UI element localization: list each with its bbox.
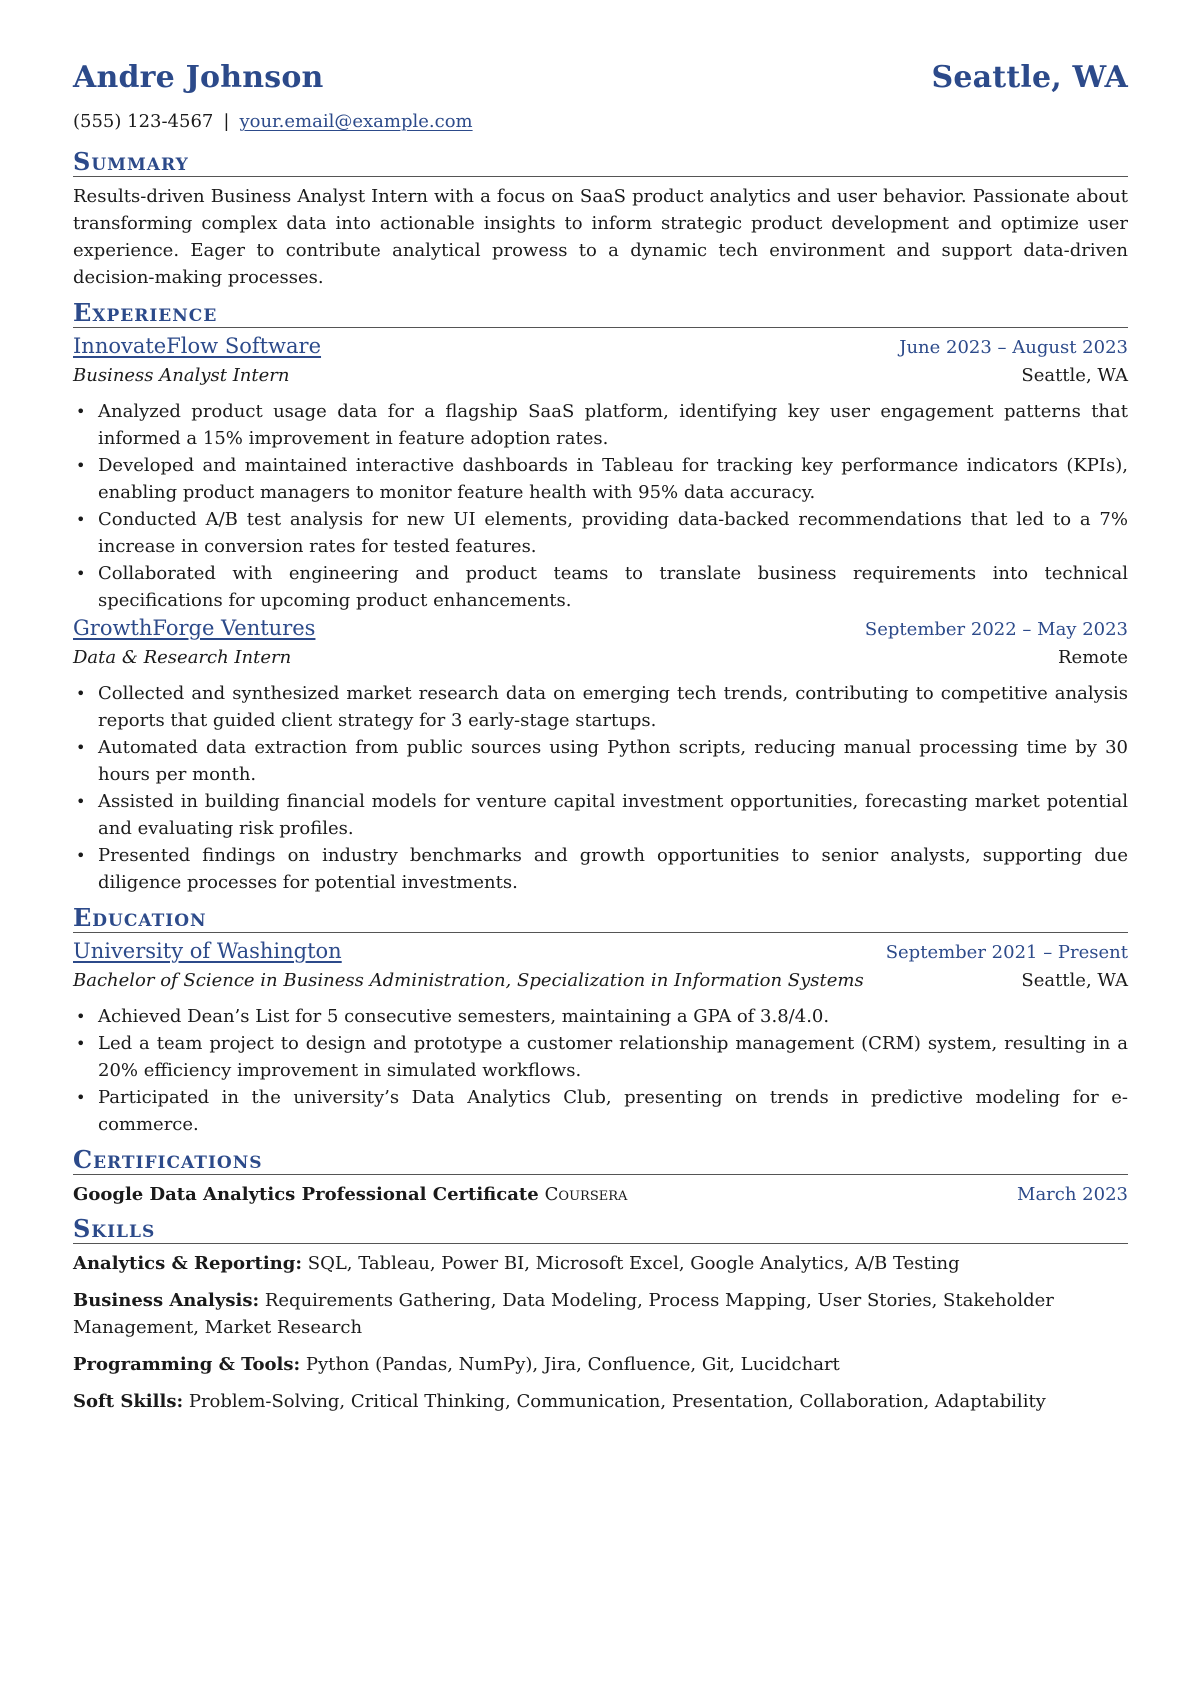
candidate-location: Seattle, WA [931, 60, 1128, 95]
skill-items: Requirements Gathering, Data Modeling, Process Mapping, User Stories, Stakeholder Management, Market Research [73, 1290, 1054, 1338]
list-item: • Led a team project to design and prototype a customer relationship management (CRM) system, resulting in a 20% efficiency improvement in simulated workflows. [98, 1030, 1128, 1084]
list-item: • Developed and maintained interactive dashboards in Tableau for tracking key performance indicators (KPIs), enabling product managers to monitor feature health with 95% data accuracy. [98, 452, 1128, 506]
list-item: • Conducted A/B test analysis for new UI elements, providing data-backed recommendations that led to a 7% increase in conversion rates for tested features. [98, 506, 1128, 560]
list-item: • Automated data extraction from public sources using Python scripts, reducing manual processing time by 30 hours per month. [98, 734, 1128, 788]
bullet-list [73, 680, 1128, 896]
entry-dates: June 2023 – August 2023 [899, 337, 1128, 358]
job-title: Data & Research Intern [73, 647, 292, 668]
bullet-list [73, 1003, 1128, 1138]
summary-heading: Summary [73, 148, 1128, 177]
contact-separator: | [223, 111, 230, 132]
certificate-issuer: Coursera [544, 1184, 628, 1205]
list-item: • Achieved Dean’s List for 5 consecutive semesters, maintaining a GPA of 3.8/4.0. [98, 1003, 1128, 1030]
job-location: Seattle, WA [1021, 365, 1128, 386]
certification-row [73, 1181, 1128, 1209]
experience-entry [73, 332, 1128, 614]
experience-heading: Experience [73, 299, 1128, 328]
skill-category: Programming & Tools: [73, 1354, 301, 1375]
list-item: • Assisted in building financial models for venture capital investment opportunities, forecasting market potential and evaluating risk profiles. [98, 788, 1128, 842]
contact-line [73, 108, 1128, 136]
bullet-list [73, 398, 1128, 614]
list-item: • Collected and synthesized market research data on emerging tech trends, contributing to competitive analysis reports that guided client strategy for 3 early-stage startups. [98, 680, 1128, 734]
degree-title: Bachelor of Science in Business Administration, Specialization in Information Systems [73, 970, 864, 991]
candidate-name: Andre Johnson [73, 60, 324, 95]
skill-row [73, 1388, 1128, 1415]
company-name[interactable]: InnovateFlow Software [73, 334, 322, 358]
resume-page [73, 60, 1128, 1415]
summary-text: Results-driven Business Analyst Intern with a focus on SaaS product analytics and user behavior. Passionate about transforming complex data into actionable insights to inform strategic product development and optimize user experience. Eager to contribute analytical prowess to a dynamic tech environment and support data-driven decision-making processes. [73, 186, 1128, 288]
education-entry [73, 937, 1128, 1138]
list-item: • Collaborated with engineering and product teams to translate business requirements into technical specifications for upcoming product enhancements. [98, 560, 1128, 614]
skill-category: Analytics & Reporting: [73, 1253, 302, 1274]
resume-header [73, 60, 1128, 104]
list-item: • Participated in the university’s Data Analytics Club, presenting on trends in predictive modeling for e-commerce. [98, 1084, 1128, 1138]
phone-number: (555) 123-4567 [73, 111, 214, 132]
skill-items: Problem-Solving, Critical Thinking, Communication, Presentation, Collaboration, Adaptability [188, 1391, 1046, 1412]
entry-dates: September 2021 – Present [885, 942, 1128, 963]
certificate-date: March 2023 [1017, 1184, 1128, 1205]
school-name[interactable]: University of Washington [73, 939, 342, 963]
skill-items: Python (Pandas, NumPy), Jira, Confluence, Git, Lucidchart [305, 1354, 840, 1375]
skills-heading: Skills [73, 1215, 1128, 1244]
job-location: Remote [1058, 647, 1128, 668]
job-title: Business Analyst Intern [73, 365, 290, 386]
skill-category: Business Analysis: [73, 1290, 260, 1311]
experience-entry [73, 614, 1128, 896]
skill-row [73, 1287, 1128, 1341]
skill-items: SQL, Tableau, Power BI, Microsoft Excel, Google Analytics, A/B Testing [307, 1253, 960, 1274]
list-item: • Analyzed product usage data for a flagship SaaS platform, identifying key user engagement patterns that informed a 15% improvement in feature adoption rates. [98, 398, 1128, 452]
skill-category: Soft Skills: [73, 1391, 184, 1412]
education-heading: Education [73, 904, 1128, 933]
school-location: Seattle, WA [1021, 970, 1128, 991]
company-name[interactable]: GrowthForge Ventures [73, 616, 316, 640]
list-item: • Presented findings on industry benchmarks and growth opportunities to senior analysts, supporting due diligence processes for potential investments. [98, 842, 1128, 896]
email-link[interactable]: your.email@example.com [239, 111, 473, 132]
skill-row [73, 1351, 1128, 1378]
certifications-heading: Certifications [73, 1146, 1128, 1175]
entry-dates: September 2022 – May 2023 [864, 619, 1128, 640]
certificate-name: Google Data Analytics Professional Certificate [73, 1184, 539, 1205]
skill-row [73, 1250, 1128, 1277]
